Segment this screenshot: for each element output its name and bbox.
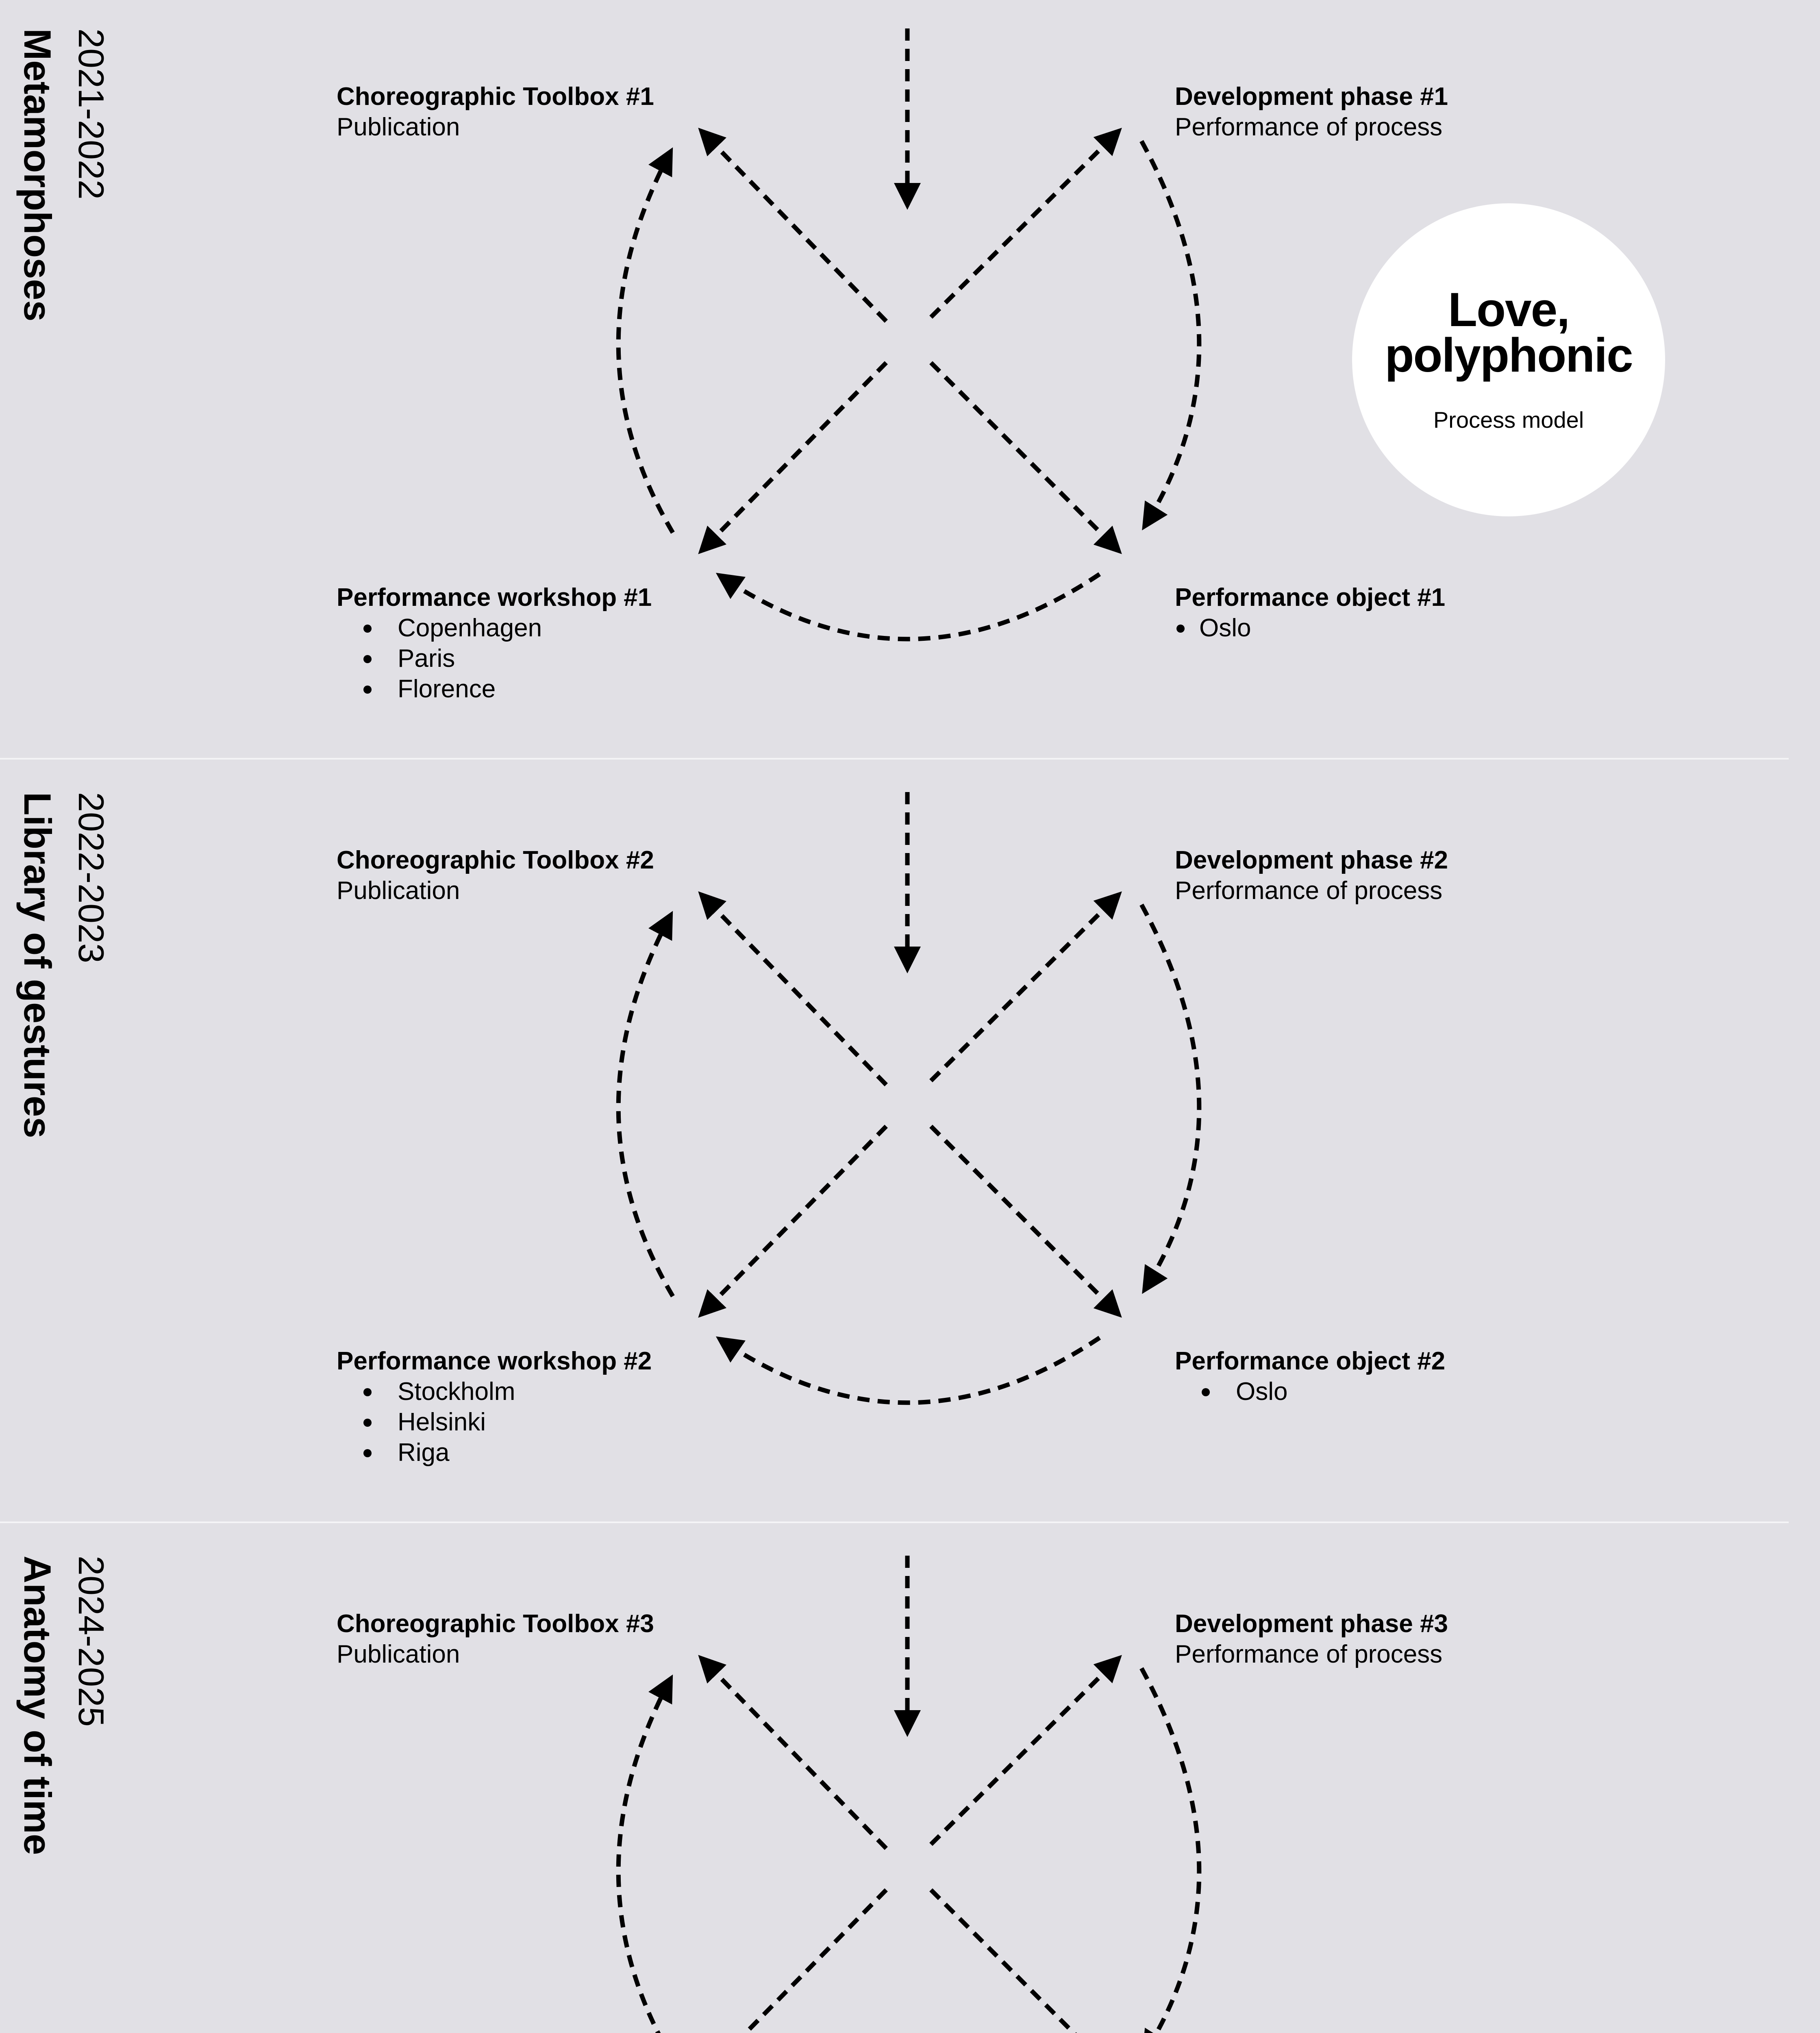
badge-title: Love, polyphonic	[1385, 283, 1633, 382]
center-to-toolbox-arrow	[701, 1658, 886, 1848]
node-title: Performance workshop #2	[337, 1347, 652, 1375]
center-to-object-arrow	[931, 1890, 1119, 2033]
section-year: 2022-2023	[71, 792, 111, 963]
section-title: Metamorphoses	[16, 28, 59, 322]
workshop-to-toolbox-arc-arrow	[618, 915, 673, 1296]
development-to-object-arc-arrow	[1142, 1668, 1199, 2033]
node-subtitle: Publication	[337, 113, 460, 141]
center-to-object-arrow	[931, 1126, 1119, 1315]
list-item: Oslo	[1199, 613, 1445, 643]
list-item: Stockholm	[398, 1376, 652, 1407]
section-year: 2021-2022	[71, 28, 111, 200]
center-to-workshop-arrow	[701, 1126, 886, 1315]
node-title: Development phase #1	[1175, 83, 1448, 111]
center-to-development-arrow	[931, 1658, 1119, 1844]
workshop-to-toolbox-arc-arrow	[618, 1678, 673, 2033]
center-to-toolbox-arrow	[701, 895, 886, 1085]
node-title: Choreographic Toolbox #3	[337, 1610, 654, 1638]
center-to-workshop-arrow	[701, 363, 886, 551]
list-item: Paris	[398, 643, 652, 674]
node-title: Performance workshop #1	[337, 583, 652, 612]
badge-subtitle: Process model	[1433, 407, 1584, 433]
node-title: Performance object #1	[1175, 583, 1446, 612]
section-year: 2024-2025	[71, 1556, 111, 1727]
node-title: Development phase #2	[1175, 846, 1448, 874]
node-subtitle: Publication	[337, 1640, 460, 1668]
list-item: Oslo	[1236, 1376, 1445, 1407]
object-to-workshop-arc-arrow	[720, 574, 1100, 639]
section-arrow-group	[618, 792, 1199, 1403]
node-subtitle: Performance of process	[1175, 1640, 1443, 1668]
node-subtitle: Publication	[337, 877, 460, 905]
section-arrow-group	[618, 1556, 1199, 2033]
center-to-development-arrow	[931, 895, 1119, 1081]
section-arrow-group	[618, 28, 1199, 639]
list-item: Helsinki	[398, 1407, 652, 1437]
node-title: Choreographic Toolbox #1	[337, 83, 654, 111]
center-to-development-arrow	[931, 131, 1119, 317]
center-to-object-arrow	[931, 363, 1119, 551]
development-to-object-arc-arrow	[1142, 141, 1199, 527]
center-to-workshop-arrow	[701, 1890, 886, 2033]
object-to-workshop-arc-arrow	[720, 1338, 1100, 1403]
node-title: Development phase #3	[1175, 1610, 1448, 1638]
node-title: Choreographic Toolbox #2	[337, 846, 654, 874]
section-title: Anatomy of time	[16, 1556, 59, 1855]
node-subtitle: Performance of process	[1175, 877, 1443, 905]
node-title: Performance object #2	[1175, 1347, 1446, 1375]
list-item: Copenhagen	[398, 613, 652, 643]
center-to-toolbox-arrow	[701, 131, 886, 321]
section-title: Library of gestures	[16, 792, 59, 1138]
list-item: Florence	[398, 674, 652, 704]
workshop-to-toolbox-arc-arrow	[618, 151, 673, 533]
node-subtitle: Performance of process	[1175, 113, 1443, 141]
development-to-object-arc-arrow	[1142, 905, 1199, 1290]
list-item: Riga	[398, 1437, 652, 1468]
